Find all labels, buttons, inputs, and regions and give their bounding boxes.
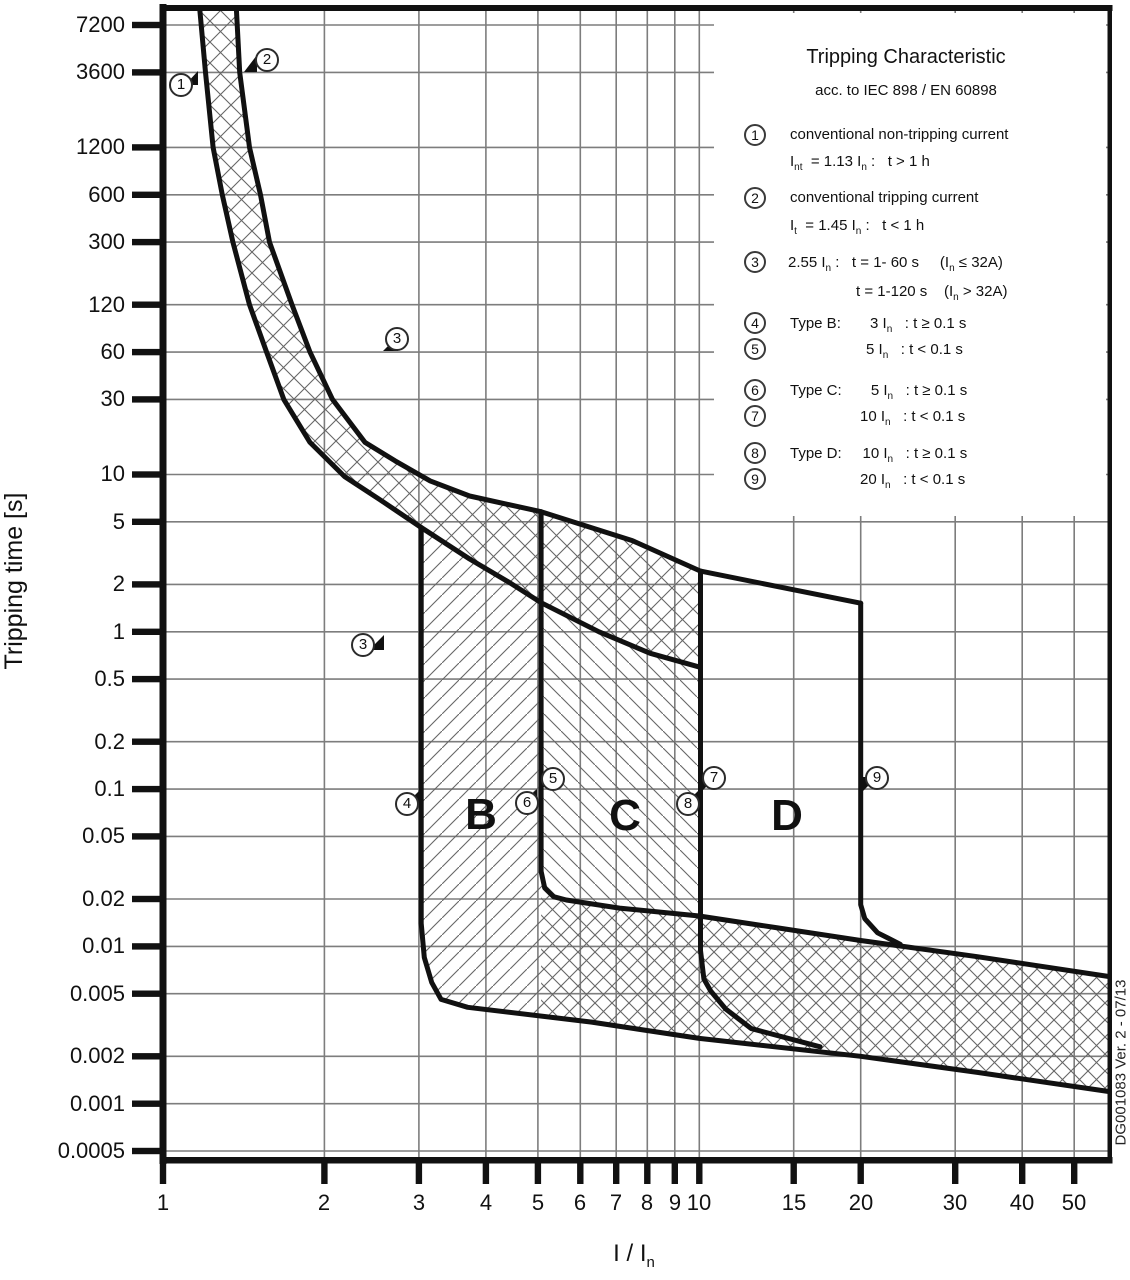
x-tick [613, 1157, 619, 1184]
y-tick-label: 5 [112, 509, 125, 534]
y-tick [132, 833, 163, 839]
legend-line: 2.55 $I_n$ : t = 1- 60 s $(I_n \le 32A)$ [788, 254, 1003, 274]
legend-num-5: 5 [744, 338, 766, 360]
y-tick-label: 0.0005 [57, 1138, 125, 1163]
y-tick-label: 60 [100, 339, 125, 364]
legend-num-3: 3 [744, 251, 766, 273]
y-tick [132, 349, 163, 355]
region-label-c: C [609, 791, 641, 840]
legend-line: conventional non-tripping current [790, 126, 1009, 143]
marker-circled-2: 2 [255, 48, 279, 72]
y-tick-label: 0.1 [94, 776, 125, 801]
y-tick [132, 144, 163, 150]
x-tick [483, 1157, 489, 1184]
x-tick-label: 2 [317, 1190, 331, 1215]
y-tick-label: 0.5 [94, 666, 125, 691]
chart-title: Tripping Characteristic [806, 46, 1006, 68]
y-tick [132, 676, 163, 682]
marker-circled-5: 5 [541, 767, 565, 791]
y-tick-label: 120 [88, 292, 125, 317]
y-tick [132, 192, 163, 198]
y-tick [132, 991, 163, 997]
marker-circled-9: 9 [865, 766, 889, 790]
chart-subtitle: acc. to IEC 898 / EN 60898 [815, 82, 997, 99]
y-axis-title: Tripping time [s] [0, 492, 28, 670]
x-tick-label: 8 [640, 1190, 654, 1215]
x-tick-label: 9 [668, 1190, 682, 1215]
y-tick-label: 7200 [76, 12, 125, 37]
x-tick-label: 7 [609, 1190, 623, 1215]
y-tick-label: 10 [100, 461, 125, 486]
y-tick-label: 0.01 [82, 933, 125, 958]
marker-circled-3: 3 [385, 327, 409, 351]
y-tick [132, 22, 163, 28]
legend-num-6: 6 [744, 379, 766, 401]
legend-num-8: 8 [744, 442, 766, 464]
y-tick [132, 519, 163, 525]
x-tick-label: 6 [573, 1190, 587, 1215]
marker-circled-4: 4 [395, 792, 419, 816]
x-tick [672, 1157, 678, 1184]
legend-line: $I_{nt} = 1.13$ $I_n$ : t > 1 h [790, 153, 930, 173]
y-tick [132, 896, 163, 902]
y-tick [132, 581, 163, 587]
x-tick-label: 1 [156, 1190, 170, 1215]
legend-num-4: 4 [744, 312, 766, 334]
y-tick [132, 943, 163, 949]
y-tick-label: 600 [88, 182, 125, 207]
axis-line [160, 1157, 1113, 1164]
legend-line: Type C: 5 $I_n$ : t ≥ 0.1 s [790, 382, 968, 402]
legend-line: 10 $I_n$ : t < 0.1 s [860, 408, 966, 428]
y-tick [132, 302, 163, 308]
y-tick [132, 69, 163, 75]
y-tick-label: 1200 [76, 134, 125, 159]
x-tick [577, 1157, 583, 1184]
marker-circled-8: 8 [676, 792, 700, 816]
x-tick-label: 30 [942, 1190, 968, 1215]
marker-circled-1: 1 [169, 73, 193, 97]
x-tick-label: 10 [686, 1190, 712, 1215]
x-tick [416, 1157, 422, 1184]
y-tick-label: 3600 [76, 59, 125, 84]
y-tick [132, 739, 163, 745]
y-tick [132, 396, 163, 402]
y-tick [132, 471, 163, 477]
x-tick-label: 40 [1009, 1190, 1035, 1215]
x-axis-title: I / $I_n$ [613, 1240, 655, 1271]
x-tick-label: 50 [1061, 1190, 1087, 1215]
region-label-b: B [465, 790, 497, 839]
x-tick [696, 1157, 702, 1184]
legend-num-9: 9 [744, 468, 766, 490]
axis-line [1108, 5, 1113, 1160]
x-tick-label: 20 [848, 1190, 874, 1215]
y-tick-label: 1 [112, 619, 125, 644]
x-tick-label: 15 [781, 1190, 807, 1215]
legend-line: 20 $I_n$ : t < 0.1 s [860, 471, 966, 491]
x-tick [1071, 1157, 1077, 1184]
legend-line: Type B: 3 $I_n$ : t ≥ 0.1 s [790, 315, 967, 335]
axis-line [160, 5, 1113, 11]
legend-line: conventional tripping current [790, 189, 979, 206]
legend-num-7: 7 [744, 405, 766, 427]
y-tick-label: 0.05 [82, 823, 125, 848]
legend-num-1: 1 [744, 124, 766, 146]
y-tick-label: 0.2 [94, 729, 125, 754]
y-tick-label: 300 [88, 229, 125, 254]
legend-line: Type D: 10 $I_n$ : t ≥ 0.1 s [790, 445, 968, 465]
y-tick [132, 1101, 163, 1107]
marker-circled-7: 7 [702, 766, 726, 790]
y-tick [132, 239, 163, 245]
marker-circled-3: 3 [351, 633, 375, 657]
x-tick [858, 1157, 864, 1184]
y-tick-label: 0.001 [69, 1091, 125, 1116]
x-tick [791, 1157, 797, 1184]
y-tick-label: 2 [112, 571, 125, 596]
x-tick [952, 1157, 958, 1184]
legend-line: 5 $I_n$ : t < 0.1 s [866, 341, 963, 361]
x-tick-label: 5 [531, 1190, 545, 1215]
y-tick [132, 786, 163, 792]
x-tick [1019, 1157, 1025, 1184]
document-number: DG001083 Ver. 2 - 07/13 [1112, 979, 1130, 1146]
x-tick-label: 3 [412, 1190, 426, 1215]
y-tick-label: 30 [100, 386, 125, 411]
legend-line: $I_t = 1.45$ $I_n$ : t < 1 h [790, 217, 925, 237]
y-tick [132, 629, 163, 635]
legend-num-2: 2 [744, 187, 766, 209]
x-tick [160, 1157, 166, 1184]
marker-circled-6: 6 [515, 791, 539, 815]
y-tick [132, 1053, 163, 1059]
y-tick [132, 1148, 163, 1154]
x-tick [321, 1157, 327, 1184]
x-tick [644, 1157, 650, 1184]
y-tick-label: 0.002 [69, 1043, 125, 1068]
region-label-d: D [771, 791, 803, 840]
y-tick-label: 0.02 [82, 886, 125, 911]
y-tick-label: 0.005 [69, 981, 125, 1006]
x-tick [535, 1157, 541, 1184]
legend-line: t = 1-120 s $(I_n > 32A)$ [856, 283, 1008, 303]
x-tick-label: 4 [479, 1190, 493, 1215]
